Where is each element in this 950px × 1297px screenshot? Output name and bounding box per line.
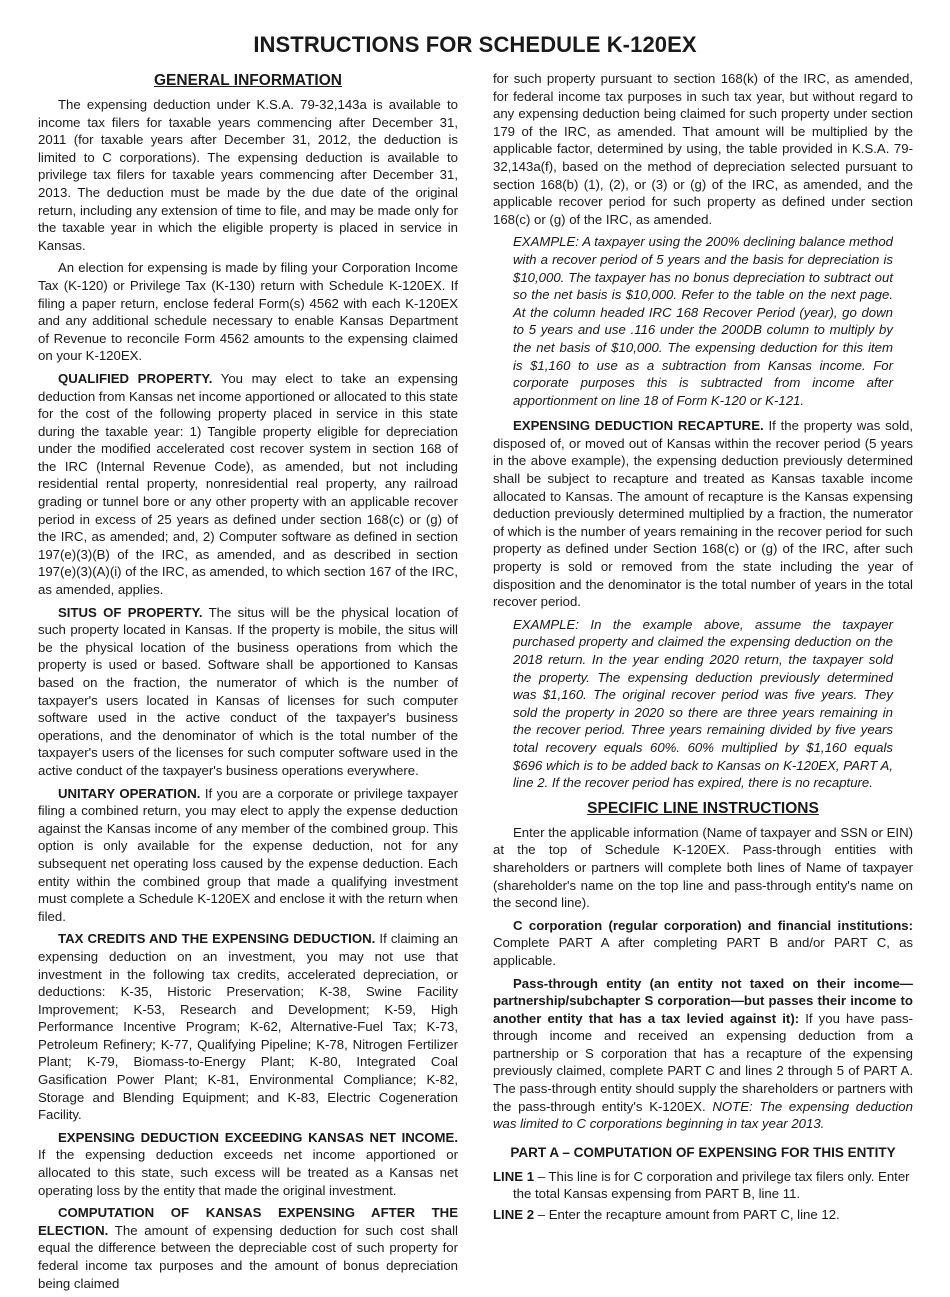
unitary-label: UNITARY OPERATION. bbox=[58, 785, 201, 801]
tax-credits-paragraph bbox=[38, 930, 458, 1124]
right-column bbox=[493, 70, 913, 1227]
exceeding-income-label: EXPENSING DEDUCTION EXCEEDING KANSAS NET INCOME. bbox=[58, 1129, 458, 1145]
left-column bbox=[38, 68, 458, 1297]
unitary-paragraph bbox=[38, 785, 458, 926]
recapture-text: If the property was sold, disposed of, or moved out of Kansas within the recover period (5 years in the above example), the expensing deduction previously determined shall be subject to recapture and treated as Kansas taxable income allocated to Kansas. The amount of recapture is the Kansas expensing deduction previously determined multiplied by a fraction, the numerator of which is the number of years remaining in the recover period for such property as defined under Section 168(c) or (g) of the IRC, after such property is sold or removed from the state including the year of disposition and the denominator is the total number of years in the total recover period. bbox=[493, 418, 913, 610]
qualified-property-label: QUALIFIED PROPERTY. bbox=[58, 370, 213, 386]
situs-text: The situs will be the physical location of such property located in Kansas. If the property is mobile, the situs will be the physical location of the business operations from which the property is used or based. Software shall be apportioned to Kansas based on the fraction, the numerator of which is the number of taxpayer's users located in Kansas of licenses for such computer software used in the active conduct of the taxpayer's business operations, and the denominator of which is the total number of the taxpayer's users of the licenses for such computer software used in the active conduct of the taxpayer's business operations everywhere. bbox=[38, 604, 458, 778]
unitary-text: If you are a corporate or privilege taxpayer filing a combined return, you may elect to apply the expense deduction against the Kansas income of any member of the combined group. This option is only available for the expense deduction, not for any subsequent net operating loss caused by the expense deduction. Each entity within the combined group that made a qualifying investment must complete a Schedule K-120EX and enclose it with the return when filed. bbox=[38, 785, 458, 924]
qualified-property-paragraph bbox=[38, 370, 458, 599]
specific-line-instructions-heading: SPECIFIC LINE INSTRUCTIONS bbox=[587, 799, 819, 817]
c-corporation-label: C corporation (regular corporation) and financial institutions: bbox=[513, 917, 913, 933]
c-corporation-text: Complete PART A after completing PART B and/or PART C, as applicable. bbox=[493, 935, 913, 968]
qualified-property-text: You may elect to take an expensing deduction from Kansas net income apportioned or allocated to this state for the cost of the following property placed in service in this state during the taxable year: 1) Tangible property eligible for depreciation under the modified accelerated cost recover system in section 168 of the IRC (Internal Revenue Code), as amended, but not including residential rental property, nonresidential real property, any railroad grading or tunnel bore or any other property with an applicable recover period in excess of 25 years as defined under section 168(c) or (g) of the IRC, as amended; and, 2) Computer software as defined in section 197(e)(3)(B) of the IRC, as amended, and as described in section 197(e)(3)(A)(i) of the IRC, as amended, to which section 167 of the IRC, as amended, applies. bbox=[38, 370, 458, 598]
specific-intro-paragraph: Enter the applicable information (Name of taxpayer and SSN or EIN) at the top of Schedule K-120EX. Pass-through entities with shareholders or partners will complete both lines of Name of taxpayer (shareholder's name on the top line and pass-through entity's name on the second line). bbox=[493, 824, 913, 911]
pass-through-paragraph bbox=[493, 975, 913, 1133]
computation-paragraph bbox=[38, 1204, 458, 1292]
pass-through-text: If you have pass-through income and received an expensing deduction from a partnership or S corporation that has a recapture of the expensing previously claimed, complete PART C and lines 2 through 5 of PART A. The pass-through entity should supply the shareholders or partners with the pass-through entity's K-120EX. bbox=[493, 1010, 913, 1114]
c-corporation-paragraph bbox=[493, 917, 913, 970]
pass-through-note: NOTE: The expensing deduction was limited to C corporations beginning in tax year 2013. bbox=[493, 1098, 913, 1132]
computation-text: The amount of expensing deduction for such cost shall equal the difference between the depreciable cost of such property for federal income tax purposes and the amount of bonus depreciation being claimed bbox=[38, 1222, 458, 1291]
pass-through-label: Pass-through entity (an entity not taxed on their income—partnership/subchapter S corporation—but passes their income to another entity that has a tax levied against it): bbox=[493, 975, 913, 1026]
exceeding-income-text: If the expensing deduction exceeds net income apportioned or allocated to this state, such excess will be treated as a Kansas net operating loss by the entity that made the original investment. bbox=[38, 1147, 458, 1198]
line-2-label: LINE 2 bbox=[493, 1207, 535, 1223]
page-title: INSTRUCTIONS FOR SCHEDULE K-120EX bbox=[253, 32, 697, 57]
exceeding-income-paragraph bbox=[38, 1129, 458, 1199]
recapture-label: EXPENSING DEDUCTION RECAPTURE. bbox=[513, 418, 764, 434]
computation-continued-paragraph: for such property pursuant to section 168(k) of the IRC, as amended, for federal income tax purposes in such tax year, but without regard to any expensing deduction being claimed for such property under section 179 of the IRC, as amended. That amount will be multiplied by the applicable factor, determined by using, the table provided in K.S.A. 79-32,143a(f), based on the method of depreciation selected pursuant to section 168(b) (1), (2), or (3) or (g) of the IRC, as amended, and the applicable recover period for such property as defined under section 168(c) or (g) of the IRC, as amended. bbox=[493, 71, 913, 227]
line-1-label: LINE 1 bbox=[493, 1168, 535, 1184]
situs-paragraph bbox=[38, 604, 458, 780]
recapture-paragraph bbox=[493, 417, 913, 611]
election-paragraph: An election for expensing is made by filing your Corporation Income Tax (K-120) or Privilege Tax (K-130) return with Schedule K-120EX. If filing a paper return, enclose federal Form(s) 4562 with each K-120EX and any additional schedule necessary to enable Kansas Department of Revenue to reconcile Form 4562 amounts to the expensing claimed on your K-120EX. bbox=[38, 260, 458, 364]
example-expensing: EXAMPLE: A taxpayer using the 200% declining balance method with a recover period of 5 years and the basis for depreciation is $10,000. The taxpayer has no bonus depreciation to subtract out so the net basis is $10,000. Refer to the table on the next page. At the column headed IRC 168 Recover Period (year), go down to 5 years and use .116 under the 200DB column to multiply by the net basis of $10,000. The expensing deduction for this item is $1,160 to use as a subtraction from Kansas income. For corporate purposes this is subtracted from income after apportionment on line 18 of Form K-120 or K-121. bbox=[513, 234, 893, 408]
part-a-heading: PART A – COMPUTATION OF EXPENSING FOR THIS ENTITY bbox=[510, 1144, 896, 1160]
tax-credits-label: TAX CREDITS AND THE EXPENSING DEDUCTION. bbox=[58, 931, 376, 947]
line-2-text: – Enter the recapture amount from PART C, line 12. bbox=[534, 1207, 840, 1223]
line-2-instruction bbox=[493, 1206, 913, 1224]
situs-label: SITUS OF PROPERTY. bbox=[58, 604, 203, 620]
line-1-text: – This line is for C corporation and privilege tax filers only. Enter the total Kansas expensing from PART B, line 11. bbox=[513, 1168, 910, 1202]
computation-label: COMPUTATION OF KANSAS EXPENSING AFTER THE ELECTION. bbox=[38, 1205, 458, 1238]
tax-credits-text: If claiming an expensing deduction on an investment, you may not use that investment in the following tax credits, accelerated depreciation, or deductions: K-35, Historic Preservation; K-38, Swine Facility Improvement; K-53, Research and Development; K-59, High Performance Incentive Program; K-62, Alternative-Fuel Tax; K-73, Petroleum Refinery; K-77, Qualifying Pipeline; K-78, Nitrogen Fertilizer Plant; K-79, Biomass-to-Energy Plant; K-80, Integrated Coal Gasification Power Plant; K-81, Environmental Compliance; K-82, Storage and Blending Equipment; and K-83, Electric Cogeneration Facility. bbox=[38, 931, 458, 1123]
line-1-instruction bbox=[493, 1168, 913, 1203]
intro-paragraph: The expensing deduction under K.S.A. 79-32,143a is available to income tax filers for taxable years commencing after December 31, 2011 (for taxable years after December 31, 2012, the deduction is limited to C corporations). The expensing deduction is available to privilege tax filers for taxable years commencing after December 31, 2013. The deduction must be made by the due date of the original return, including any extension of time to file, and may be made only for the taxable year in which the eligible property is placed in service in Kansas. bbox=[38, 97, 458, 253]
example-recapture: EXAMPLE: In the example above, assume the taxpayer purchased property and claimed the expensing deduction on the 2018 return. In the year ending 2020 return, the taxpayer sold the property. The expensing deduction previously determined was $1,160. The original recover period was five years. They sold the property in 2020 so there are three years remaining in the recover period. Three years remaining divided by five years total recovery equals 60%. 60% multiplied by $1,160 equals $696 which is to be added back to Kansas on K-120EX, PART A, line 2. If the recover period has expired, there is no recapture. bbox=[513, 616, 893, 791]
general-information-heading: GENERAL INFORMATION bbox=[153, 72, 342, 89]
